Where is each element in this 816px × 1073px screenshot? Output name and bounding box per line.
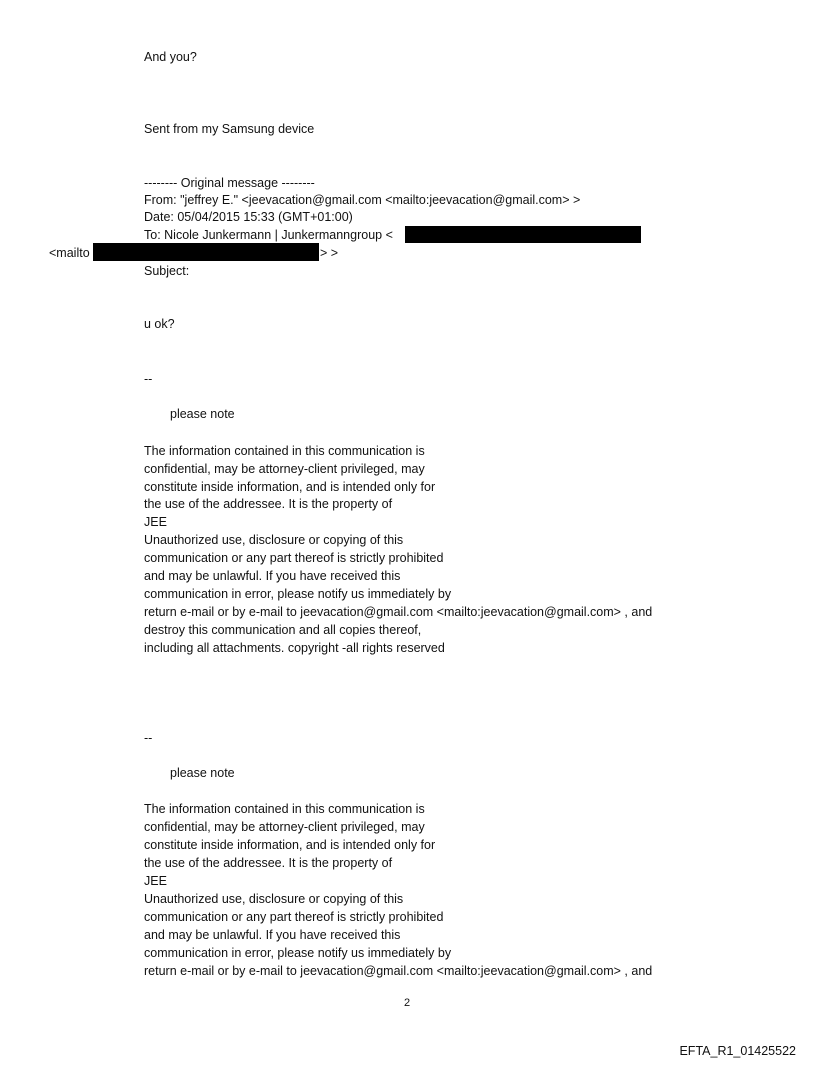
footer-note-heading: please note	[170, 766, 235, 780]
disclaimer-line: communication in error, please notify us immediately by	[144, 587, 452, 601]
footer-note-heading: please note	[170, 407, 235, 421]
from-line: From: "jeffrey E." <jeevacation@gmail.com <mailto:jeevacation@gmail.com> >	[144, 193, 581, 207]
disclaimer-line: JEE	[144, 874, 167, 888]
disclaimer-line: the use of the addressee. It is the property of	[144, 497, 393, 511]
disclaimer-line: communication or any part thereof is strictly prohibited	[144, 910, 444, 924]
to-mailto-prefix: <mailto	[49, 246, 90, 260]
disclaimer-line: and may be unlawful. If you have received this	[144, 569, 401, 583]
footer-dashes: --	[144, 731, 153, 745]
to-mailto-suffix: > >	[320, 246, 339, 260]
disclaimer-line: constitute inside information, and is intended only for	[144, 838, 436, 852]
reply-signature: Sent from my Samsung device	[144, 122, 315, 136]
disclaimer-line: communication in error, please notify us immediately by	[144, 946, 452, 960]
disclaimer-line: The information contained in this communication is	[144, 444, 425, 458]
disclaimer-line: confidential, may be attorney-client privileged, may	[144, 820, 425, 834]
disclaimer-line: confidential, may be attorney-client privileged, may	[144, 462, 425, 476]
disclaimer-line: Unauthorized use, disclosure or copying of this	[144, 533, 404, 547]
redaction-box-mailto	[93, 243, 319, 261]
message-body: u ok?	[144, 317, 175, 331]
disclaimer-line: return e-mail or by e-mail to jeevacation@gmail.com <mailto:jeevacation@gmail.com> , and	[144, 605, 653, 619]
to-line: To: Nicole Junkermann | Junkermanngroup <	[144, 228, 393, 242]
page-number: 2	[404, 997, 411, 1009]
disclaimer-line: Unauthorized use, disclosure or copying of this	[144, 892, 404, 906]
footer-dashes: --	[144, 372, 153, 386]
disclaimer-line: including all attachments. copyright -all rights reserved	[144, 641, 445, 655]
disclaimer-line: JEE	[144, 515, 167, 529]
disclaimer-line: communication or any part thereof is strictly prohibited	[144, 551, 444, 565]
disclaimer-line: the use of the addressee. It is the property of	[144, 856, 393, 870]
reply-greeting: And you?	[144, 50, 197, 64]
redaction-box-email	[405, 226, 641, 243]
disclaimer-line: return e-mail or by e-mail to jeevacation@gmail.com <mailto:jeevacation@gmail.com> , and	[144, 964, 653, 978]
document-id: EFTA_R1_01425522	[679, 1044, 796, 1058]
disclaimer-line: The information contained in this communication is	[144, 802, 425, 816]
disclaimer-line: constitute inside information, and is intended only for	[144, 480, 436, 494]
original-message-separator: -------- Original message --------	[144, 176, 315, 190]
disclaimer-line: and may be unlawful. If you have received this	[144, 928, 401, 942]
date-line: Date: 05/04/2015 15:33 (GMT+01:00)	[144, 210, 353, 224]
subject-line: Subject:	[144, 264, 190, 278]
disclaimer-line: destroy this communication and all copies thereof,	[144, 623, 422, 637]
